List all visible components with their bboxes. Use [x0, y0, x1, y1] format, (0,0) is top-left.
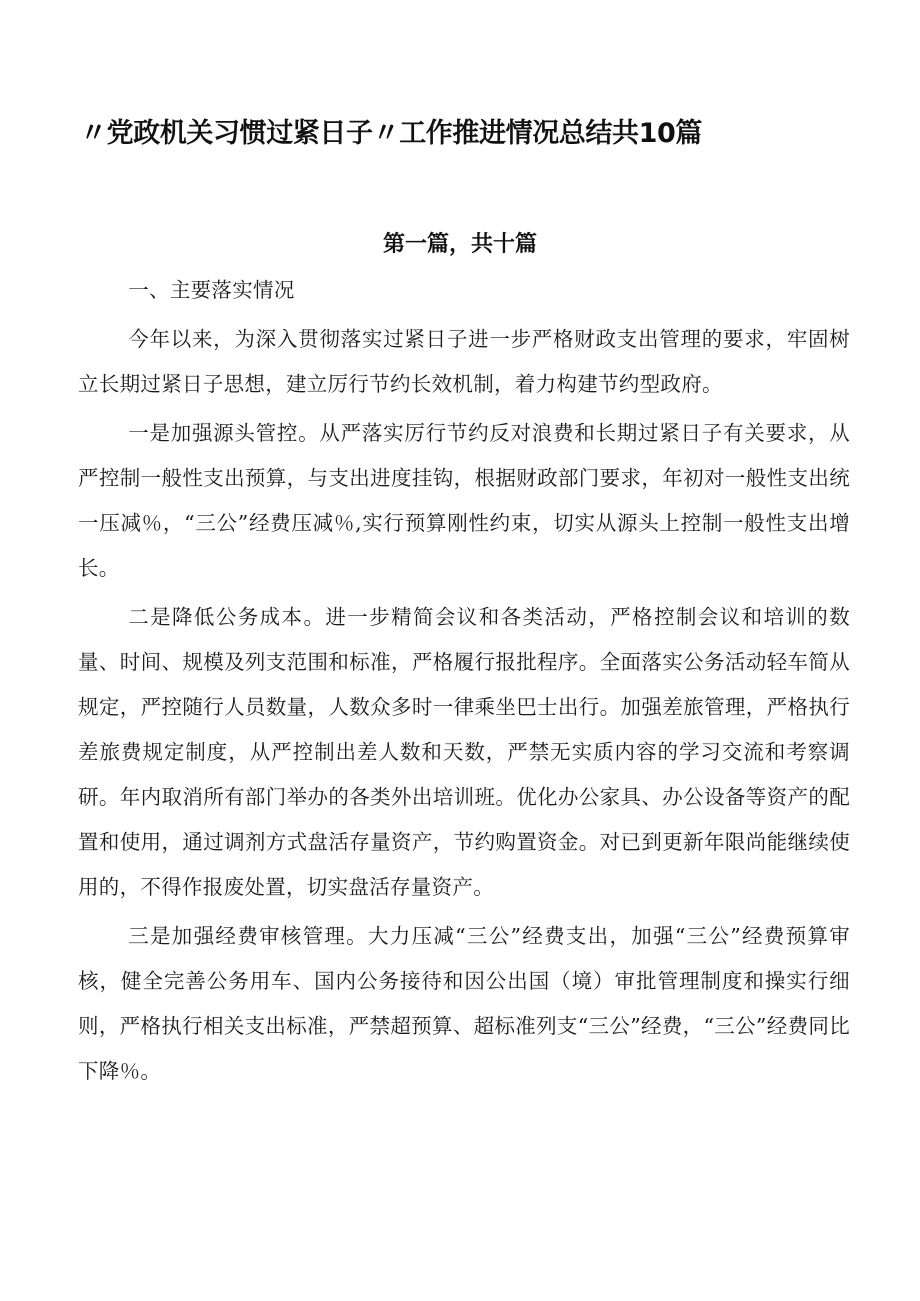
paragraph: 二是降低公务成本。进一步精简会议和各类活动，严格控制会议和培训的数量、时间、规模及列支范围和标准，严格履行报批程序。全面落实公务活动轻车简从规定，严控随行人员数量，人数众多时一律乘坐巴士出行。加强差旅管理，严格执行差旅费规定制度，从严控制出差人数和天数，严禁无实质内容的学习交流和考察调研。年内取消所有部门举办的各类外出培训班。优化办公家具、办公设备等资产的配置和使用，通过调剂方式盘活存量资产，节约购置资金。对已到更新年限尚能继续使用的，不得作报废处置，切实盘活存量资产。: [78, 605, 850, 899]
document-title: 〃党政机关习惯过紧日子〃工作推进情况总结共10篇: [80, 118, 702, 149]
paragraph: 三是加强经费审核管理。大力压减“三公”经费支出，加强“三公”经费预算审核，健全完善公务用车、国内公务接待和因公出国（境）审批管理制度和操实行细则，严格执行相关支出标准，严禁超预算、超标准列支“三公”经费，“三公”经费同比下降％。: [78, 924, 850, 1083]
document-body: [78, 268, 850, 1094]
paragraph: 一是加强源头管控。从严落实厉行节约反对浪费和长期过紧日子有关要求，从严控制一般性支出预算，与支出进度挂钩，根据财政部门要求，年初对一般性支出统一压减％，“三公”经费压减％,实行预算刚性约束，切实从源头上控制一般性支出增长。: [78, 421, 850, 580]
section-heading: 一、主要落实情况: [128, 278, 295, 302]
chapter-heading: 第一篇，共十篇: [382, 232, 537, 257]
paragraph: 今年以来，为深入贯彻落实过紧日子进一步严格财政支出管理的要求，牢固树立长期过紧日子思想，建立厉行节约长效机制，着力构建节约型政府。: [78, 327, 850, 396]
